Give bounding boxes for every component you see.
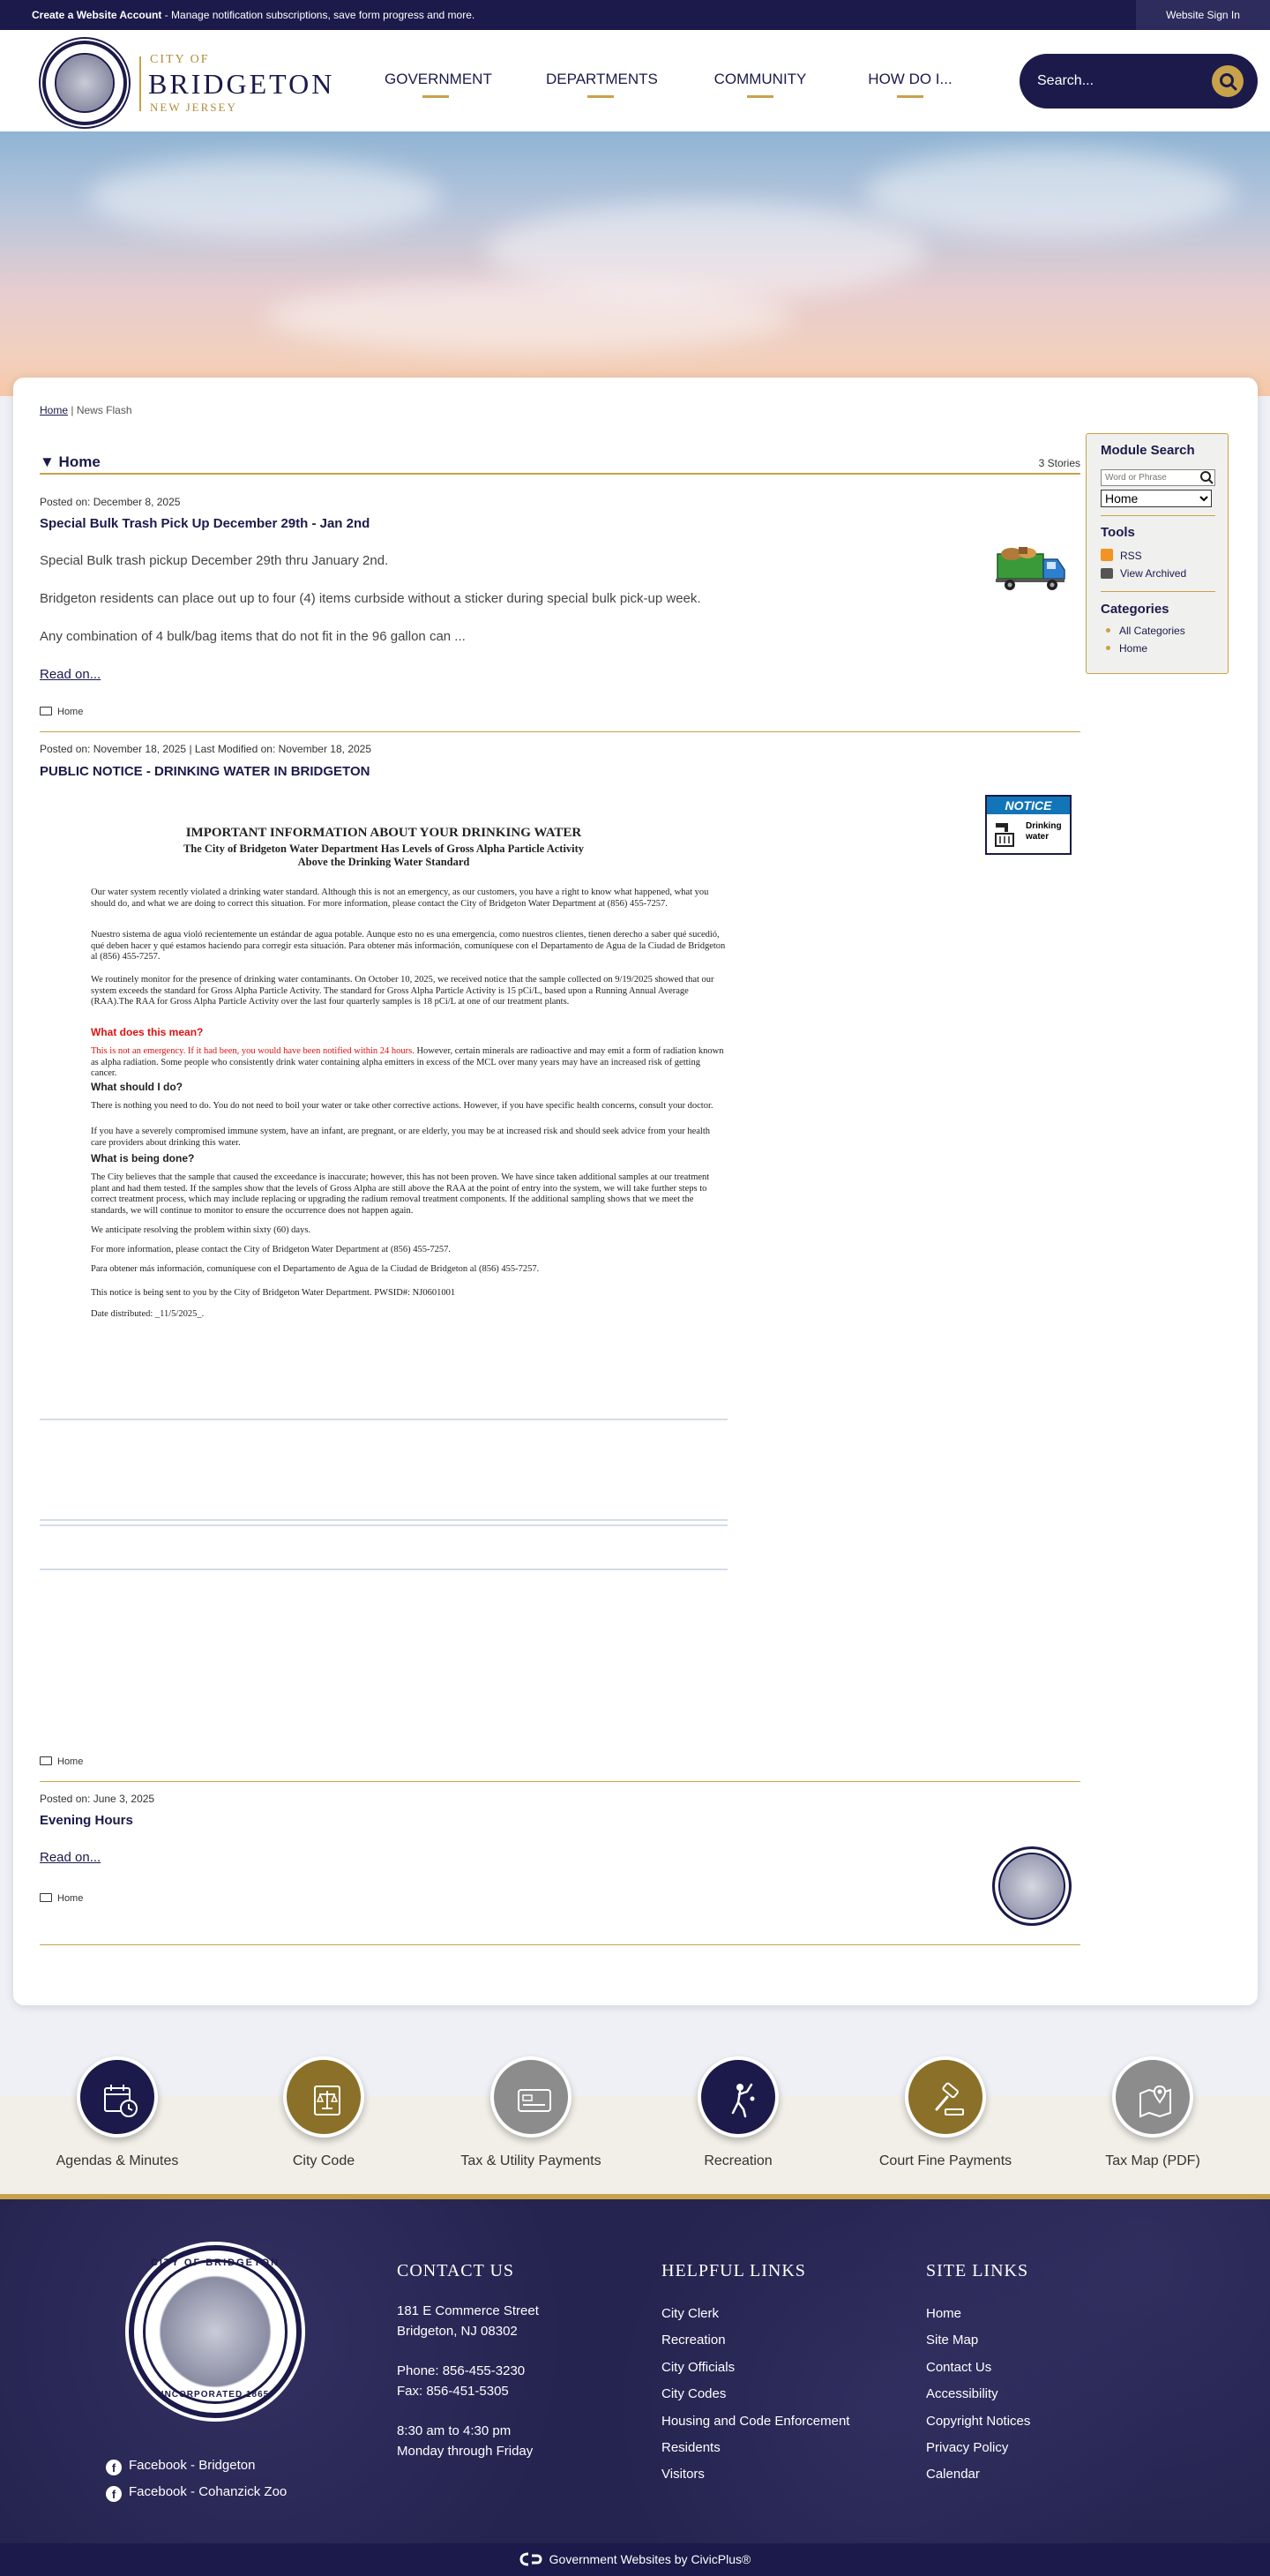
scan-artifact <box>40 1519 728 1521</box>
doc-paragraph: The City believes that the sample that caused the exceedance is inaccurate; however, this has not been proven. We have since taken additional samples at our treatment plant and had them tested. If the samples show that the levels of Gross Alpha are still above the RAA at the point of entry into the system, we will take further steps to correct treatment process, which may include replacing or upgrading the radium removal treatment components. If the additional sampling shows that we meet the standards, we will continue to monitor to ensure the occurrence does not happen again. <box>91 1172 710 1216</box>
nav-departments[interactable] <box>546 71 658 98</box>
nav-community-label[interactable]: COMMUNITY <box>713 71 807 87</box>
drinking-water-notice-image <box>985 795 1072 855</box>
story-title[interactable]: Evening Hours <box>40 1813 133 1828</box>
footer-city-seal[interactable] <box>129 2245 302 2418</box>
quicklink-label[interactable]: Tax Map (PDF) <box>1105 2153 1200 2168</box>
doc-paragraph: We anticipate resolving the problem within sixty (60) days. <box>91 1225 311 1235</box>
story-posted-date: Posted on: December 8, 2025 <box>40 496 181 508</box>
facebook-icon: f <box>106 2460 122 2475</box>
archive-icon[interactable] <box>1101 568 1113 579</box>
footer-link[interactable]: City Officials <box>661 2359 736 2375</box>
quicklink-circle[interactable] <box>698 2056 779 2138</box>
doc-section-heading: What is being done? <box>91 1152 195 1164</box>
story-title[interactable]: Special Bulk Trash Pick Up December 29th - Jan 2nd <box>40 516 370 531</box>
city-seal-image <box>992 1846 1072 1926</box>
quicklink-label[interactable]: City Code <box>292 2153 355 2168</box>
story-divider <box>40 1781 1080 1782</box>
facebook-icon: f <box>106 2486 122 2502</box>
quicklink-circle[interactable] <box>905 2056 986 2138</box>
quicklink-label[interactable]: Tax & Utility Payments <box>460 2153 601 2168</box>
categories-title: Categories <box>1101 602 1169 617</box>
footer-helpful-links <box>661 2261 849 2489</box>
story-divider <box>40 1944 1080 1945</box>
doc-subheading: The City of Bridgeton Water Department Has Levels of Gross Alpha Particle Activity <box>183 842 585 855</box>
story-paragraph: Bridgeton residents can place out up to four (4) items curbside without a sticker during special bulk pick-up week. <box>40 591 701 606</box>
doc-paragraph: This notice is being sent to you by the City of Bridgeton Water Department. PWSID#: NJ0601001 <box>91 1288 456 1298</box>
doc-paragraph: There is nothing you need to do. You do not need to boil your water or take other corrective actions. However, if you have specific health concerns, consult your doctor. <box>91 1101 713 1111</box>
breadcrumb-current: News Flash <box>76 404 132 416</box>
sidebar-divider <box>1101 515 1215 516</box>
doc-paragraph: Nuestro sistema de agua violó recientemente un estándar de agua potable. Aunque esto no es una emergencia, como nuestros clientes, tienen derecho a saber qué sucedió, qué deben hacer y qué estamos haciendo para corregir esta situación. Para obtener más información, comuníquese con el Departamento de Agua de la Ciudad de Bridgeton al (856) 455-7257. <box>91 930 726 962</box>
hero-sky-banner <box>0 131 1270 396</box>
story-posted-date: Posted on: November 18, 2025 | Last Modified on: November 18, 2025 <box>40 743 372 755</box>
calendar-clock-icon <box>101 2081 140 2120</box>
seal-top-text: CITY OF BRIDGETON <box>150 2258 280 2268</box>
nav-underline <box>587 95 614 98</box>
main-content <box>13 378 1258 2005</box>
story-category[interactable] <box>40 1893 83 1904</box>
facebook-zoo-link[interactable] <box>106 2484 287 2502</box>
tools-title: Tools <box>1101 525 1135 540</box>
category-toggle[interactable]: ▼ Home <box>40 453 101 470</box>
contact-fax: Fax: 856-451-5305 <box>397 2384 509 2399</box>
module-sidebar <box>1086 433 1229 674</box>
category-all-label[interactable]: All Categories <box>1119 625 1185 637</box>
search-icon <box>1218 71 1237 91</box>
quicklink-circle[interactable] <box>283 2056 364 2138</box>
doc-paragraph: Para obtener más información, comuníquese con el Departamento de Agua de la Ciudad de Bridgeton al (856) 455-7257. <box>91 1264 540 1274</box>
story-count: 3 Stories <box>1038 457 1080 469</box>
faucet-icon <box>992 821 1017 848</box>
doc-paragraph: We routinely monitor for the presence of drinking water contaminants. On October 10, 2025, we received notice that the sample collected on 9/19/2025 showed that our system exceeds the standard for Gross Alpha Particle Activity. The standard for Gross Alpha Particle Activity is 15 pCi/L, based upon a Running Annual Average (RAA).The RAA for Gross Alpha Particle Activity over the last four quarterly samples is 18 pCi/L at one of our treatment plants. <box>91 975 714 1007</box>
book-icon <box>40 1756 52 1765</box>
create-account-link[interactable] <box>32 9 474 21</box>
quicklink-label[interactable]: Agendas & Minutes <box>56 2153 179 2168</box>
nav-community[interactable] <box>713 71 808 98</box>
module-header <box>40 453 1080 475</box>
garbage-truck-image <box>992 545 1067 594</box>
quicklink-circle[interactable] <box>1112 2056 1193 2138</box>
notice-image-line2: water <box>1026 832 1050 842</box>
doc-text: However, certain minerals are radioactive and may emit a form of radiation known as alpha radiation. Some people who consistently drink water containing alpha emitters in excess of the MCL over many years may have an increased risk of getting cancer. <box>91 1046 724 1078</box>
civicplus-credit[interactable] <box>0 2543 1270 2576</box>
search-button[interactable] <box>1212 65 1244 97</box>
contact-phone[interactable]: Phone: 856-455-3230 <box>397 2363 526 2378</box>
nav-underline <box>747 95 773 98</box>
nav-departments-label[interactable]: DEPARTMENTS <box>546 71 658 87</box>
notice-image-heading: NOTICE <box>987 797 1070 814</box>
story-paragraph: Special Bulk trash pickup December 29th thru January 2nd. <box>40 553 389 568</box>
water-notice-document <box>40 827 728 1366</box>
contact-heading: CONTACT US <box>397 2261 515 2280</box>
doc-section-heading: What should I do? <box>91 1081 183 1093</box>
scan-artifact <box>40 1569 728 1570</box>
city-seal-logo[interactable] <box>42 41 127 125</box>
logo-city-text[interactable]: CITY OF <box>150 53 210 66</box>
notice-image-text <box>1026 821 1062 842</box>
category-home-link[interactable] <box>1106 642 1147 655</box>
create-account-title[interactable]: Create a Website Account <box>32 9 162 21</box>
gavel-icon <box>930 2081 968 2120</box>
read-on-link[interactable]: Read on... <box>40 1850 101 1865</box>
civicplus-icon <box>519 2552 542 2566</box>
story-category-label[interactable]: Home <box>57 707 84 717</box>
story-posted-date: Posted on: June 3, 2025 <box>40 1793 155 1805</box>
bullet-icon <box>1106 628 1110 633</box>
sidebar-divider <box>1101 591 1215 592</box>
contact-address-2: Bridgeton, NJ 08302 <box>397 2324 518 2339</box>
story-category-label[interactable]: Home <box>57 1756 84 1767</box>
read-on-link[interactable]: Read on... <box>40 667 101 682</box>
nav-underline <box>897 95 923 98</box>
footer-contact <box>397 2261 539 2461</box>
nav-government[interactable] <box>385 71 492 98</box>
scan-artifact <box>40 1419 728 1420</box>
notice-image-line1: Drinking <box>1026 821 1062 831</box>
bullet-icon <box>1106 646 1110 650</box>
logo-state-text[interactable]: NEW JERSEY <box>150 101 237 114</box>
logo-divider <box>139 56 141 111</box>
site-links-heading: SITE LINKS <box>926 2261 1029 2280</box>
story-category-label[interactable]: Home <box>57 1893 84 1904</box>
category-all-link[interactable] <box>1106 625 1185 637</box>
nav-how-do-i-label[interactable]: HOW DO I... <box>868 71 952 87</box>
story-category[interactable] <box>40 1756 83 1767</box>
scales-document-icon <box>308 2081 347 2120</box>
story-divider <box>40 731 1080 732</box>
module-search-title: Module Search <box>1101 443 1195 458</box>
footer-link[interactable]: Home <box>926 2306 962 2321</box>
rss-icon[interactable] <box>1101 549 1113 561</box>
civicplus-credit-label[interactable]: Government Websites by CivicPlus® <box>549 2552 751 2566</box>
facebook-bridgeton-link[interactable] <box>106 2458 255 2475</box>
facebook-zoo-label[interactable]: Facebook - Cohanzick Zoo <box>129 2484 288 2499</box>
category-select[interactable] <box>1101 490 1212 507</box>
footer-link[interactable]: Accessibility <box>926 2386 998 2402</box>
story-category[interactable] <box>40 707 83 717</box>
book-icon <box>40 707 52 715</box>
website-sign-in-button[interactable]: Website Sign In <box>1136 0 1270 30</box>
breadcrumb-home-link[interactable]: Home <box>40 404 69 416</box>
logo-name-text[interactable]: BRIDGETON <box>148 68 335 100</box>
doc-paragraph: Date distributed: _11/5/2025_. <box>91 1309 205 1319</box>
search-input[interactable] <box>1037 70 1196 93</box>
seal-bottom-text: INCORPORATED 1865 <box>161 2390 270 2400</box>
quicklink-label[interactable]: Court Fine Payments <box>878 2153 1012 2168</box>
footer-site-links <box>926 2261 1030 2489</box>
module-search-input[interactable] <box>1101 469 1215 486</box>
doc-paragraph: Our water system recently violated a drinking water standard. Although this is not an emergency, as our customers, you have a right to know what happened, what you should do, and what we are doing to correct this situation. For more information, please contact the City of Bridgeton Water Department at (856) 455-7257. <box>91 887 709 909</box>
map-pin-icon <box>1137 2081 1176 2120</box>
footer-link[interactable]: Copyright Notices <box>926 2413 1031 2429</box>
footer-link[interactable]: Site Map <box>926 2333 979 2348</box>
footer-link[interactable]: Residents <box>661 2440 721 2456</box>
baseball-player-icon <box>722 2081 761 2120</box>
credit-card-icon <box>515 2081 554 2120</box>
footer-link[interactable]: Calendar <box>926 2467 980 2482</box>
nav-how-do-i[interactable] <box>866 71 954 98</box>
category-home-label[interactable]: Home <box>1119 642 1148 655</box>
nav-government-label[interactable]: GOVERNMENT <box>385 71 492 87</box>
doc-red-text: This is not an emergency. If it had been, you would have been notified within 24 hours. <box>91 1046 415 1056</box>
quick-links-band <box>0 2096 1270 2199</box>
create-account-text: - Manage notification subscriptions, save form progress and more. <box>161 9 475 21</box>
breadcrumb <box>40 404 132 416</box>
quicklink-circle[interactable] <box>490 2056 572 2138</box>
footer-link[interactable]: City Clerk <box>661 2306 720 2321</box>
top-bar <box>0 0 1270 30</box>
contact-hours-1: 8:30 am to 4:30 pm <box>397 2423 512 2438</box>
footer-link[interactable]: City Codes <box>661 2386 727 2402</box>
helpful-links-heading: HELPFUL LINKS <box>661 2261 806 2280</box>
contact-address-1: 181 E Commerce Street <box>397 2303 539 2318</box>
contact-hours-2: Monday through Friday <box>397 2444 534 2459</box>
footer-link[interactable]: Contact Us <box>926 2359 992 2375</box>
footer-link[interactable]: Visitors <box>661 2467 705 2482</box>
book-icon <box>40 1893 52 1902</box>
story-paragraph: Any combination of 4 bulk/bag items that do not fit in the 96 gallon can ... <box>40 629 466 644</box>
scan-artifact <box>40 1524 728 1526</box>
doc-heading: IMPORTANT INFORMATION ABOUT YOUR DRINKING WATER <box>185 826 582 840</box>
footer-link[interactable]: Housing and Code Enforcement <box>661 2413 850 2429</box>
footer-link[interactable]: Privacy Policy <box>926 2440 1009 2456</box>
breadcrumb-separator: | <box>68 404 77 416</box>
site-header <box>0 30 1270 131</box>
doc-subheading: Above the Drinking Water Standard <box>297 856 470 868</box>
facebook-bridgeton-label[interactable]: Facebook - Bridgeton <box>129 2458 256 2473</box>
search-icon[interactable] <box>1199 470 1214 484</box>
nav-underline <box>422 95 449 98</box>
story-title[interactable]: PUBLIC NOTICE - DRINKING WATER IN BRIDGETON <box>40 764 370 779</box>
rss-link[interactable]: RSS <box>1120 550 1142 562</box>
quicklink-label[interactable]: Recreation <box>704 2153 773 2168</box>
site-footer <box>0 2199 1270 2543</box>
doc-paragraph: For more information, please contact the City of Bridgeton Water Department at (856) 455-7257. <box>91 1245 452 1254</box>
doc-paragraph <box>91 1046 726 1080</box>
footer-link[interactable]: Recreation <box>661 2333 726 2348</box>
doc-section-heading: What does this mean? <box>91 1026 204 1038</box>
doc-paragraph: If you have a severely compromised immune system, have an infant, are pregnant, or are elderly, you may be at increased risk and should seek advice from your health care providers about drinking this water. <box>91 1127 710 1148</box>
site-search <box>1020 54 1258 109</box>
quicklink-circle[interactable] <box>77 2056 158 2138</box>
view-archived-link[interactable]: View Archived <box>1120 567 1187 580</box>
